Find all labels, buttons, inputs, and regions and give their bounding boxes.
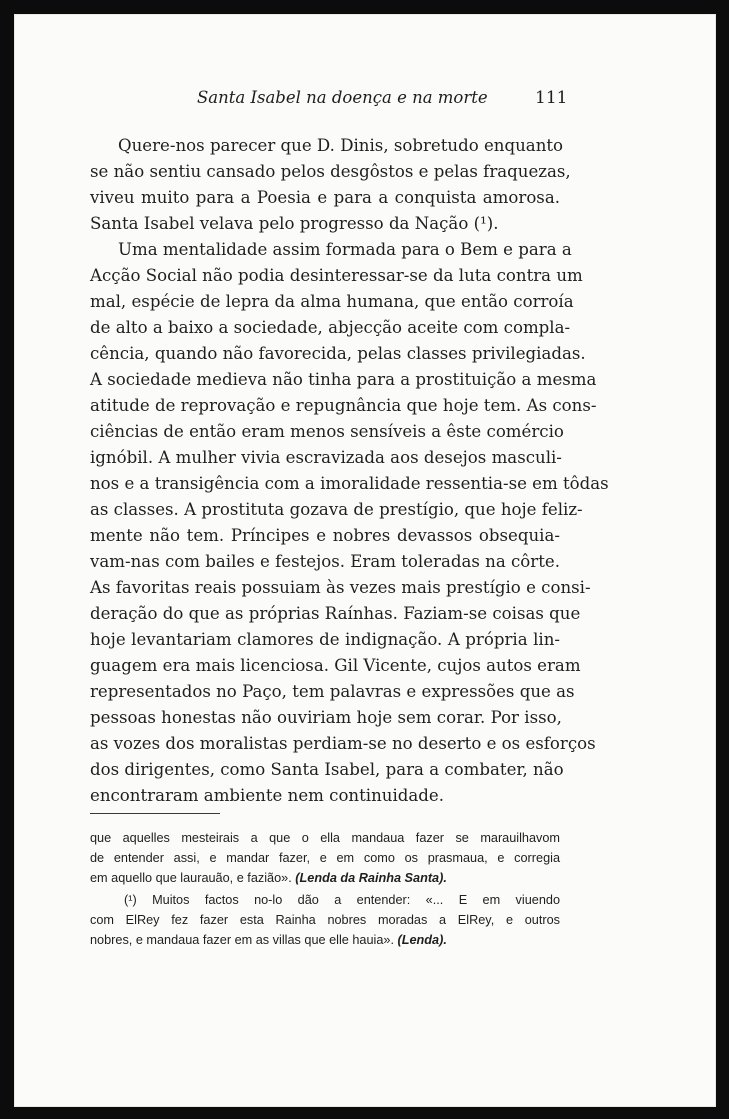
text-line: encontraram ambiente nem continuidade. <box>90 786 445 805</box>
text-line: mal, espécie de lepra da alma humana, que então corroía <box>90 292 574 311</box>
text-line: Quere-nos parecer que D. Dinis, sobretudo enquanto <box>118 136 564 155</box>
text-line: de alto a baixo a sociedade, abjecção aceite com compla- <box>90 318 571 337</box>
book-page <box>14 14 716 1107</box>
text-line: viveu muito para a Poesia e para a conquista amorosa. <box>90 188 560 207</box>
text-line: pessoas honestas não ouviriam hoje sem corar. Por isso, <box>90 708 562 727</box>
text-line: as vozes dos moralistas perdiam-se no deserto e os esforços <box>90 734 596 753</box>
page-number: 111 <box>535 88 568 108</box>
text-line: ignóbil. A mulher vivia escravizada aos desejos masculi- <box>90 448 562 467</box>
text-line: nos e a transigência com a imoralidade ressentia-se em tôdas <box>90 474 609 493</box>
text-line: se não sentiu cansado pelos desgôstos e pelas fraquezas, <box>90 162 571 181</box>
text-line: representados no Paço, tem palavras e expressões que as <box>90 682 575 701</box>
footnote-citation: (Lenda da Rainha Santa). <box>295 871 447 885</box>
footnote-line <box>90 930 560 950</box>
text-line: As favoritas reais possuiam às vezes mais prestígio e consi- <box>90 578 591 597</box>
footnote-text: em aquello que laurauão, e fazião». <box>90 871 292 885</box>
text-line: deração do que as próprias Raínhas. Faziam-se coisas que <box>90 604 581 623</box>
text-line: Acção Social não podia desinteressar-se da luta contra um <box>90 266 583 285</box>
footnote-divider <box>90 813 220 814</box>
text-line: mente não tem. Príncipes e nobres devassos obsequia- <box>90 526 560 545</box>
text-line: A sociedade medieva não tinha para a prostituição a mesma <box>90 370 597 389</box>
text-line: dos dirigentes, como Santa Isabel, para a combater, não <box>90 760 564 779</box>
text-line: Uma mentalidade assim formada para o Bem e para a <box>118 240 572 259</box>
footnote-text: nobres, e mandaua fazer em as villas que elle hauia». <box>90 933 394 947</box>
text-line: hoje levantariam clamores de indignação. A própria lin- <box>90 630 560 649</box>
text-line: cência, quando não favorecida, pelas classes privilegiadas. <box>90 344 586 363</box>
footnote-line: que aquelles mesteirais a que o ella mandaua fazer se marauilhavom <box>90 831 560 845</box>
text-line: as classes. A prostituta gozava de prestígio, que hoje feliz- <box>90 500 583 519</box>
footnote-marker: (¹) <box>124 893 137 907</box>
footnote-line: de entender assi, e mandar fazer, e em como os prasmaua, e corregia <box>90 851 560 865</box>
running-header <box>14 88 716 114</box>
footnote-citation: (Lenda). <box>397 933 447 947</box>
footnote-line <box>124 890 560 910</box>
text-line: vam-nas com bailes e festejos. Eram toleradas na côrte. <box>90 552 560 571</box>
running-title: Santa Isabel na doença e na morte <box>197 88 488 107</box>
footnote-line: com ElRey fez fazer esta Rainha nobres moradas a ElRey, e outros <box>90 913 560 927</box>
text-line: Santa Isabel velava pelo progresso da Nação (¹). <box>90 214 499 233</box>
text-line: atitude de reprovação e repugnância que hoje tem. As cons- <box>90 396 597 415</box>
text-line: guagem era mais licenciosa. Gil Vicente, cujos autos eram <box>90 656 581 675</box>
footnote-text: Muitos factos no-lo dão a entender: «... E em viuendo <box>152 893 560 907</box>
footnote-line <box>90 868 560 888</box>
text-line: ciências de então eram menos sensíveis a êste comércio <box>90 422 564 441</box>
